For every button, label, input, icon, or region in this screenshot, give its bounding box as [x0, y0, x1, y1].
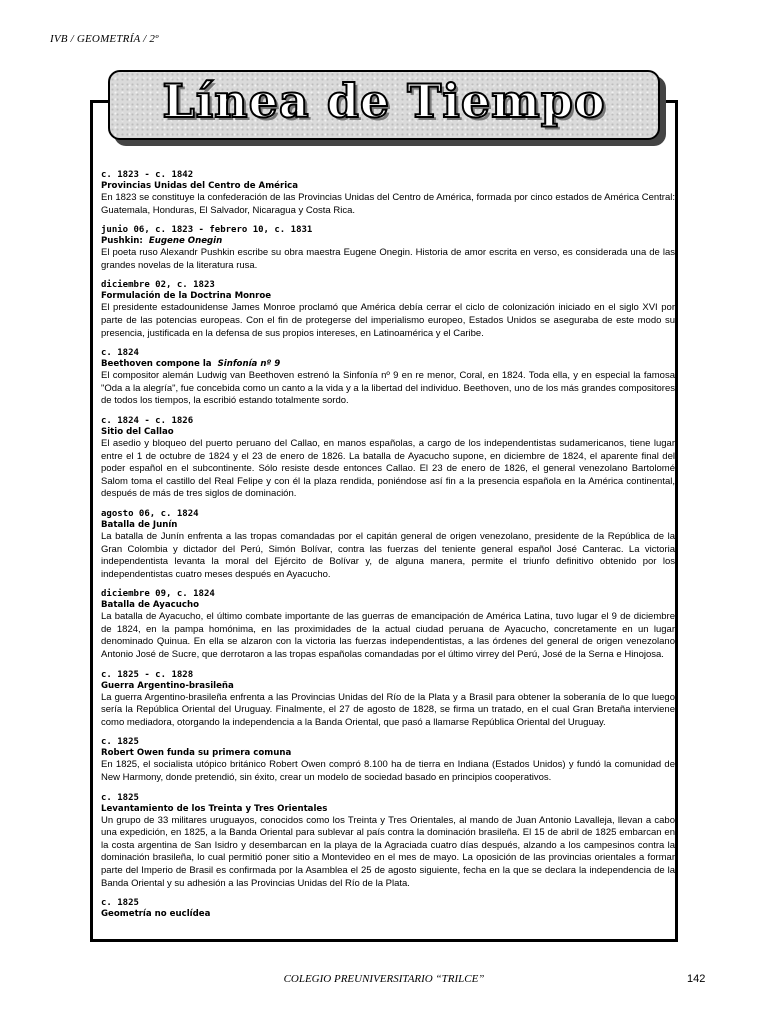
timeline-entry — [101, 670, 675, 730]
timeline-entries — [101, 170, 675, 928]
timeline-entry — [101, 225, 675, 272]
entry-title: Beethoven compone la Sinfonía nº 9 — [101, 359, 281, 370]
entry-date: c. 1823 - c. 1842 — [101, 170, 194, 180]
title-banner — [108, 70, 660, 140]
entry-title: Batalla de Ayacucho — [101, 600, 199, 611]
entry-date: c. 1824 - c. 1826 — [101, 415, 194, 426]
entry-date: agosto 06, c. 1824 — [101, 508, 199, 519]
entry-date: diciembre 02, c. 1823 — [101, 280, 215, 291]
entry-date: diciembre 09, c. 1824 — [101, 589, 215, 600]
entry-title: Robert Owen funda su primera comuna — [101, 748, 292, 759]
entry-title: Batalla de Junín — [101, 519, 178, 530]
entry-body: La batalla de Junín enfrenta a las tropas comandadas por el capitán general de origen venezolano, presidente de la República de la Gran Colombia y dictador del Perú, Simón Bolívar, contra las fuerzas del teniente general español José Canterac. La victoria independentista levanta la moral del Ejército de Bolívar y, de alguna manera, permite el triunfo definitivo obtenido por los independentistas cuatro meses después en Ayacucho. — [101, 530, 675, 580]
page-number: 142 — [687, 973, 706, 985]
entry-title: Levantamiento de los Treinta y Tres Orientales — [101, 803, 328, 814]
entry-body: En 1825, el socialista utópico británico Robert Owen compró 8.100 ha de tierra en Indiana (Estados Unidos) y fundó la comunidad de New Harmony, donde pretendió, sin éxito, crear un modelo de sociedad basado en principios cooperativos. — [101, 759, 675, 784]
entry-title: Provincias Unidas del Centro de América — [101, 181, 299, 191]
footer-school: COLEGIO PREUNIVERSITARIO “TRILCE” — [283, 973, 485, 985]
entry-date: c. 1825 — [101, 898, 139, 909]
entry-body: El compositor alemán Ludwig van Beethoven estrenó la Sinfonía nº 9 en re menor, Coral, en 1824. Toda ella, y en especial la famosa "Oda a la alegría", fue concebida como un canto a la vida y a la libertad del individuo. Beethoven, uno de los más grandes compositores de todos los tiempos, la escribió estando totalmente sordo. — [101, 370, 675, 407]
timeline-entry — [101, 280, 675, 340]
timeline-entry — [101, 589, 675, 661]
entry-date: c. 1825 — [101, 737, 139, 748]
entry-body: El asedio y bloqueo del puerto peruano del Callao, en manos españolas, a cargo de los independentistas sudamericanos, tiene lugar entre el 1 de octubre de 1824 y el 23 de enero de 1826. La batalla de Ayacucho supone, en diciembre de 1824, el aparente final del poder español en el subcontinente. Sólo resiste desde entonces Callao. El 23 de enero de 1826, el general venezolano Bartolomé Salom toma el castillo del Real Felipe y con él la plaza rendida, poniéndose así fin a la presencia española en la América continental, después de más de tres siglos de dominación. — [101, 437, 675, 500]
timeline-entry — [101, 737, 675, 784]
entry-date: c. 1824 — [101, 348, 139, 359]
timeline-entry — [101, 416, 675, 501]
timeline-entry — [101, 348, 675, 408]
entry-body: En 1823 se constituye la confederación de las Provincias Unidas del Centro de América, formada por cinco estados de América Central: Guatemala, Honduras, El Salvador, Nicaragua y Costa Rica. — [101, 192, 675, 216]
entry-date: junio 06, c. 1823 - febrero 10, c. 1831 — [101, 225, 313, 236]
entry-date: c. 1825 — [101, 792, 139, 803]
timeline-entry — [101, 898, 675, 920]
entry-body: La batalla de Ayacucho, el último combate importante de las guerras de emancipación de América Latina, tuvo lugar el 9 de diciembre de 1824, en la pampa homónima, en las proximidades de la actual ciudad peruana de Ayacucho, concretamente en un lugar denominado Quinua. En ella se alzaron con la victoria las fuerzas independentistas, a las órdenes del general de origen venezolano Antonio José de Sucre, que derrotaron a las tropas españolas comandadas por el último virrey del Perú, José de la Serna e Hinojosa. — [101, 611, 675, 661]
entry-title: Geometría no euclídea — [101, 909, 211, 920]
entry-title: Pushkin: Eugene Onegin — [101, 236, 223, 247]
running-head: IVB / GEOMETRÍA / 2º — [50, 33, 159, 45]
entry-body: Un grupo de 33 militares uruguayos, conocidos como los Treinta y Tres Orientales, al mando de Juan Antonio Lavalleja, llevan a cabo una expedición, en 1825, a la Banda Oriental para sublevar al país contra la dominación brasileña. El 15 de abril de 1825 embarcan en la costa argentina de San Isidro y desembarcan en la playa de la Agraciada cuatro días después, alzando a los campesinos contra la dominación brasileña, lo cual permitió poner sitio a Montevideo en el mes de mayo. La oposición de las provincias orientales a formar parte del Imperio de Brasil es confirmada por la Asamblea el 25 de agosto siguiente, fecha en la que se declara la independencia de la Banda Oriental y su adhesión a las Provincias Unidas del Río de la Plata. — [101, 814, 675, 889]
timeline-entry — [101, 793, 675, 891]
timeline-entry — [101, 509, 675, 581]
timeline-entry — [101, 170, 675, 217]
entry-title: Formulación de la Doctrina Monroe — [101, 291, 272, 302]
entry-date: c. 1825 - c. 1828 — [101, 669, 194, 680]
entry-body: El presidente estadounidense James Monroe proclamó que América debía cerrar el ciclo de colonización iniciado en el siglo XVI por parte de las potencias europeas. Con el fin de protegerse del imperialismo europeo, Estados Unidos se aseguraba de este modo su presencia, justificada en la defensa de sus propios intereses, en Latinoamérica y el Caribe. — [101, 302, 675, 339]
entry-body: La guerra Argentino-brasileña enfrenta a las Provincias Unidas del Río de la Plata y a Brasil para obtener la soberanía de lo que luego sería la República Oriental del Uruguay. Finalmente, el 27 de agosto de 1828, se firma un tratado, en el cual Gran Bretaña interviene como mediadora, otorgando la independencia a la Banda Oriental, que pasó a llamarse República Oriental del Uruguay. — [101, 691, 675, 728]
entry-title: Sitio del Callao — [101, 426, 174, 437]
page-title: Línea de Tiempo — [162, 74, 606, 128]
entry-body: El poeta ruso Alexandr Pushkin escribe su obra maestra Eugene Onegin. Historia de amor escrita en verso, es considerada una de las grandes novelas de la literatura rusa. — [101, 247, 675, 271]
entry-title: Guerra Argentino-brasileña — [101, 680, 234, 691]
